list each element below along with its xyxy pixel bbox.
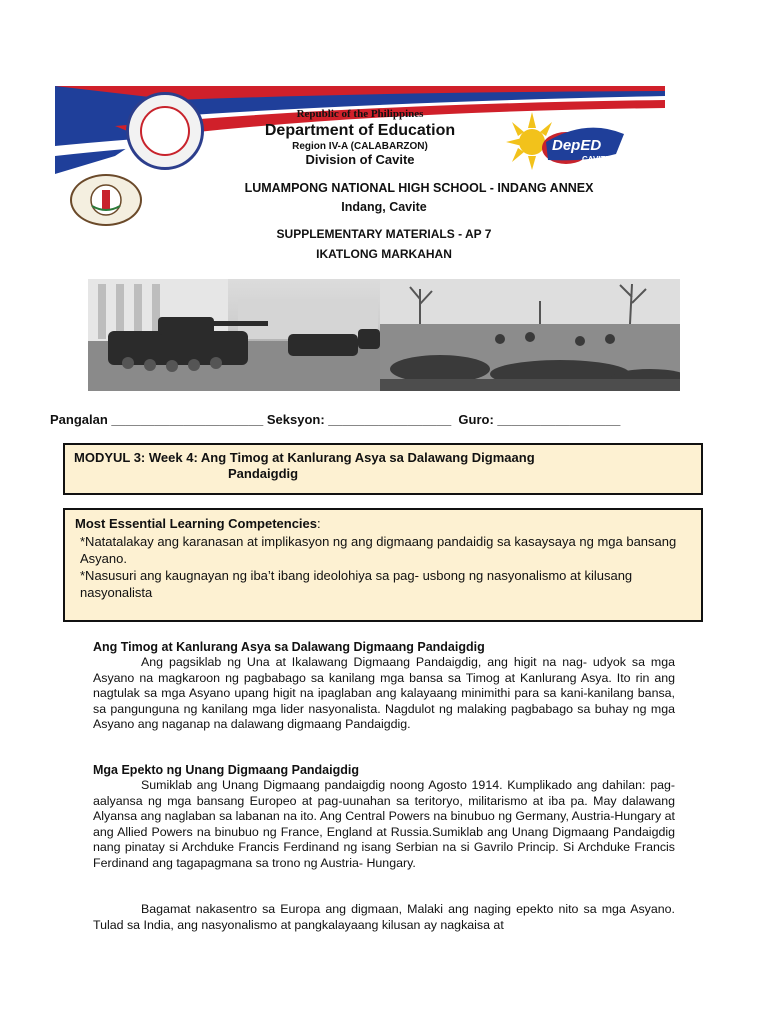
section-heading: Ang Timog at Kanlurang Asya sa Dalawang Digmaang Pandaigdig	[93, 640, 485, 654]
quarter-title: IKATLONG MARKAHAN	[316, 247, 452, 261]
module-title-line1: MODYUL 3: Week 4: Ang Timog at Kanlurang Asya sa Dalawang Digmaang	[74, 450, 535, 465]
module-title-line2: Pandaigdig	[228, 466, 299, 481]
section-heading: Mga Epekto ng Unang Digmaang Pandaigdig	[93, 763, 359, 777]
module-title	[74, 450, 674, 482]
header-department: Department of Education	[264, 122, 456, 139]
melc-title-text: Most Essential Learning Competencies	[75, 516, 318, 531]
header-division: Division of Cavite	[305, 152, 415, 167]
paragraph: Bagamat nakasentro sa Europa ang digmaan, Malaki ang naging epekto nito sa mga Asyano. Tulad sa India, ang nasyonalismo at pangkalayaang kilusan ay nagkaisa at	[93, 902, 675, 932]
tanks-photo	[88, 279, 380, 391]
logo-subtext: CAVITE	[582, 155, 611, 164]
deped-cavite-logo-icon	[506, 104, 626, 174]
melc-item: *Natatalakay ang karanasan at implikasyon ng ang digmaang pandaidig sa kasaysaya ng mga bansang Asyano.	[80, 534, 677, 566]
melc-item: *Nasusuri ang kaugnayan ng iba’t ibang ideolohiya sa pag- usbong ng nasyonalismo at kilusang nasyonalista	[80, 568, 633, 600]
paragraph: Ang pagsiklab ng Una at Ikalawang Digmaang Pandaigdig, ang higit na nag- udyok sa mga Asyano na magkaroon ng pagbabago sa kanilang mga bansa sa Timog at Kanlurang Asya. Ito rin ang nagtulak sa mga Asyano upang higit na ipaglaban ang kalayaang minimithi para sa kani-kanilang bansa, sa pangunguna ng kanilang mga lider nasyonalista. Nagdulot ng malaking pagbabago sa buhay ng mga Asyano ang naganap na dalawang digmaang Pandaigdig.	[93, 655, 675, 731]
deped-seal-icon	[126, 92, 204, 170]
melc-title	[75, 516, 321, 531]
logo-text: DepED	[552, 137, 602, 154]
header-republic: Republic of the Philippines	[296, 108, 424, 120]
material-title: SUPPLEMENTARY MATERIALS - AP 7	[276, 227, 492, 241]
paragraph: Sumiklab ang Unang Digmaang pandaigdig noong Agosto 1914. Kumplikado ang dahilan: pag-aalyansa ng mga bansang Europeo at pag-uunahan sa teritoryo, militarismo at iba pa. May dalawang Alyansa ang naglaban sa labanan na ito. Ang Central Powers na binubuo ng Germany, Austria-Hungary at ang Allied Powers na binubuo ng France, England at Russia.Sumiklab ang Unang Digmaang Pandaigdig nang pinatay si Archduke Francis Ferdinand ng isang Serbian na si Gavrilo Princip. Si Archduke Francis Ferdinand ang tagapagmana sa trono ng Austria- Hungary.	[93, 778, 675, 870]
school-name: LUMAMPONG NATIONAL HIGH SCHOOL - INDANG ANNEX	[244, 181, 594, 195]
header-region: Region IV-A (CALABARZON)	[292, 141, 428, 152]
battle-illustration	[380, 279, 680, 391]
school-town: Indang, Cavite	[341, 200, 427, 214]
student-info-line: Pangalan _____________________ Seksyon: _________________ Guro: _________________	[50, 412, 621, 427]
melc-title-colon: :	[317, 516, 321, 531]
